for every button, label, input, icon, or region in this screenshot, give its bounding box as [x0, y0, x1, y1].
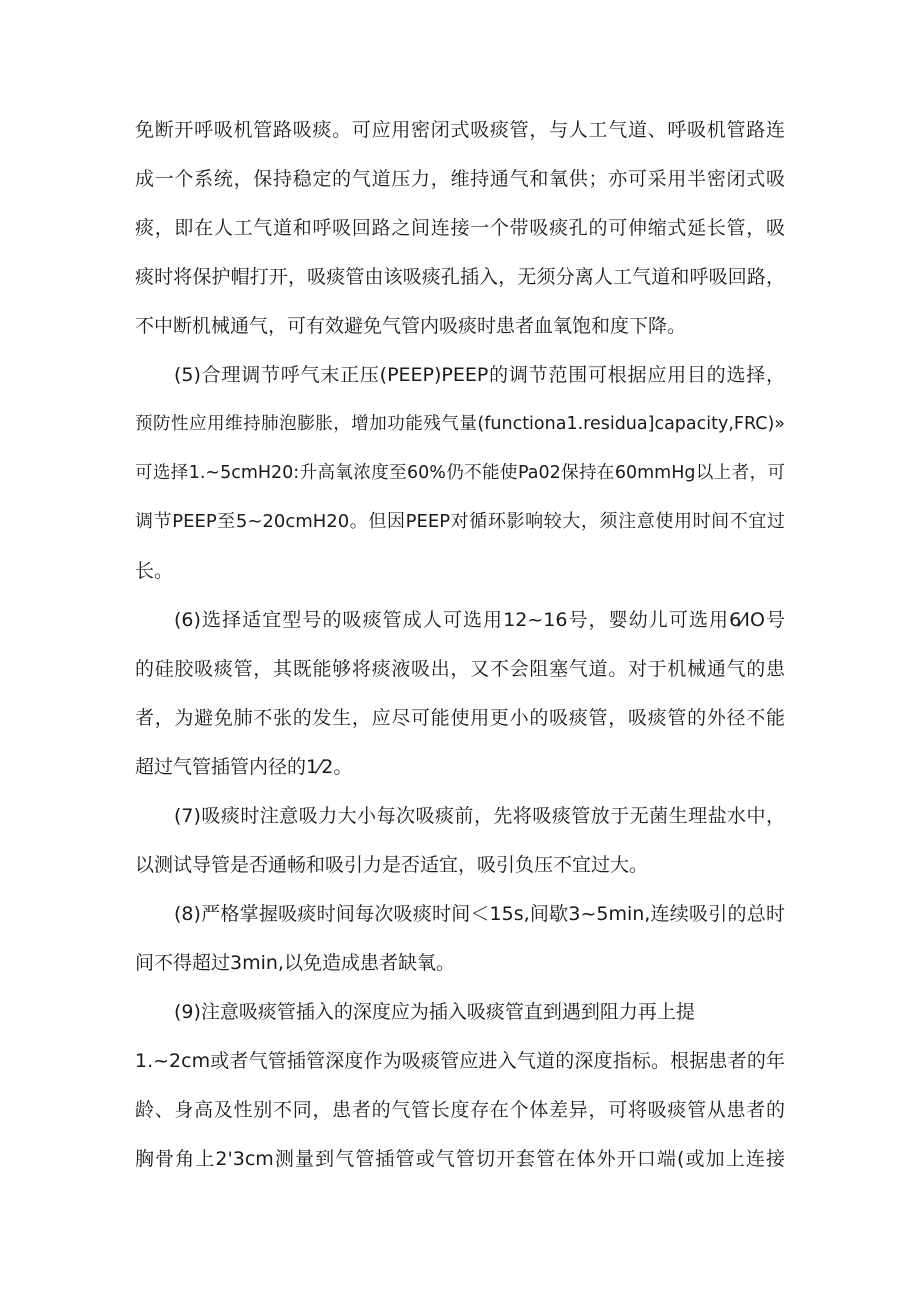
text-line: 者，为避免肺不张的发生，应尽可能使用更小的吸痰管，吸痰管的外径不能 [135, 707, 785, 729]
text-line: 可选择1.~5cmH20:升高氧浓度至60%仍不能使Pa02保持在60mmHg以上者，可 [135, 463, 785, 483]
text-line: 成一个系统，保持稳定的气道压力，维持通气和氧供；亦可采用半密闭式吸 [135, 168, 785, 190]
text-line: 超过气管插管内径的1⁄2。 [135, 756, 353, 778]
text-line: (7)吸痰时注意吸力大小每次吸痰前，先将吸痰管放于无菌生理盐水中， [174, 805, 785, 827]
text-line: 龄、身高及性别不同，患者的气管长度存在个体差异，可将吸痰管从患者的 [135, 1099, 785, 1121]
text-line: 1.~2cm或者气管插管深度作为吸痰管应进入气道的深度指标。根据患者的年 [135, 1050, 785, 1072]
text-line: (9)注意吸痰管插入的深度应为插入吸痰管直到遇到阻力再上提 [174, 1001, 695, 1023]
text-line: 痰时将保护帽打开，吸痰管由该吸痰孔插入，无须分离人工气道和呼吸回路， [135, 266, 785, 288]
text-line: 长。 [135, 560, 174, 582]
text-line: 痰，即在人工气道和呼吸回路之间连接一个带吸痰孔的可伸缩式延长管，吸 [135, 217, 785, 239]
text-line: (6)选择适宜型号的吸痰管成人可选用12~16号，婴幼儿可选用6⁄IO号 [174, 609, 785, 631]
text-line: 不中断机械通气，可有效避免气管内吸痰时患者血氧饱和度下降。 [135, 315, 687, 337]
text-line: 调节PEEP至5~20cmH20。但因PEEP对循环影响较大，须注意使用时间不宜过 [135, 511, 785, 532]
text-line: 免断开呼吸机管路吸痰。可应用密闭式吸痰管，与人工气道、呼吸机管路连 [135, 119, 785, 141]
text-line: (5)合理调节呼气末正压(PEEP)PEEP的调节范围可根据应用目的选择， [174, 364, 785, 386]
text-line: 预防性应用维持肺泡膨胀，增加功能残气量(functiona1.residua]capacity,FRC)» [135, 414, 785, 434]
text-line: 以测试导管是否通畅和吸引力是否适宜，吸引负压不宜过大。 [135, 854, 649, 876]
text-line: 胸骨角上2'3cm测量到气管插管或气管切开套管在体外开口端(或加上连接 [135, 1148, 785, 1170]
text-line: 间不得超过3min,以免造成患者缺氧。 [135, 952, 455, 974]
text-line: (8)严格掌握吸痰时间每次吸痰时间＜15s,间歇3~5min,连续吸引的总时 [174, 903, 785, 925]
text-line: 的硅胶吸痰管，其既能够将痰液吸出，又不会阻塞气道。对于机械通气的患 [135, 658, 785, 680]
